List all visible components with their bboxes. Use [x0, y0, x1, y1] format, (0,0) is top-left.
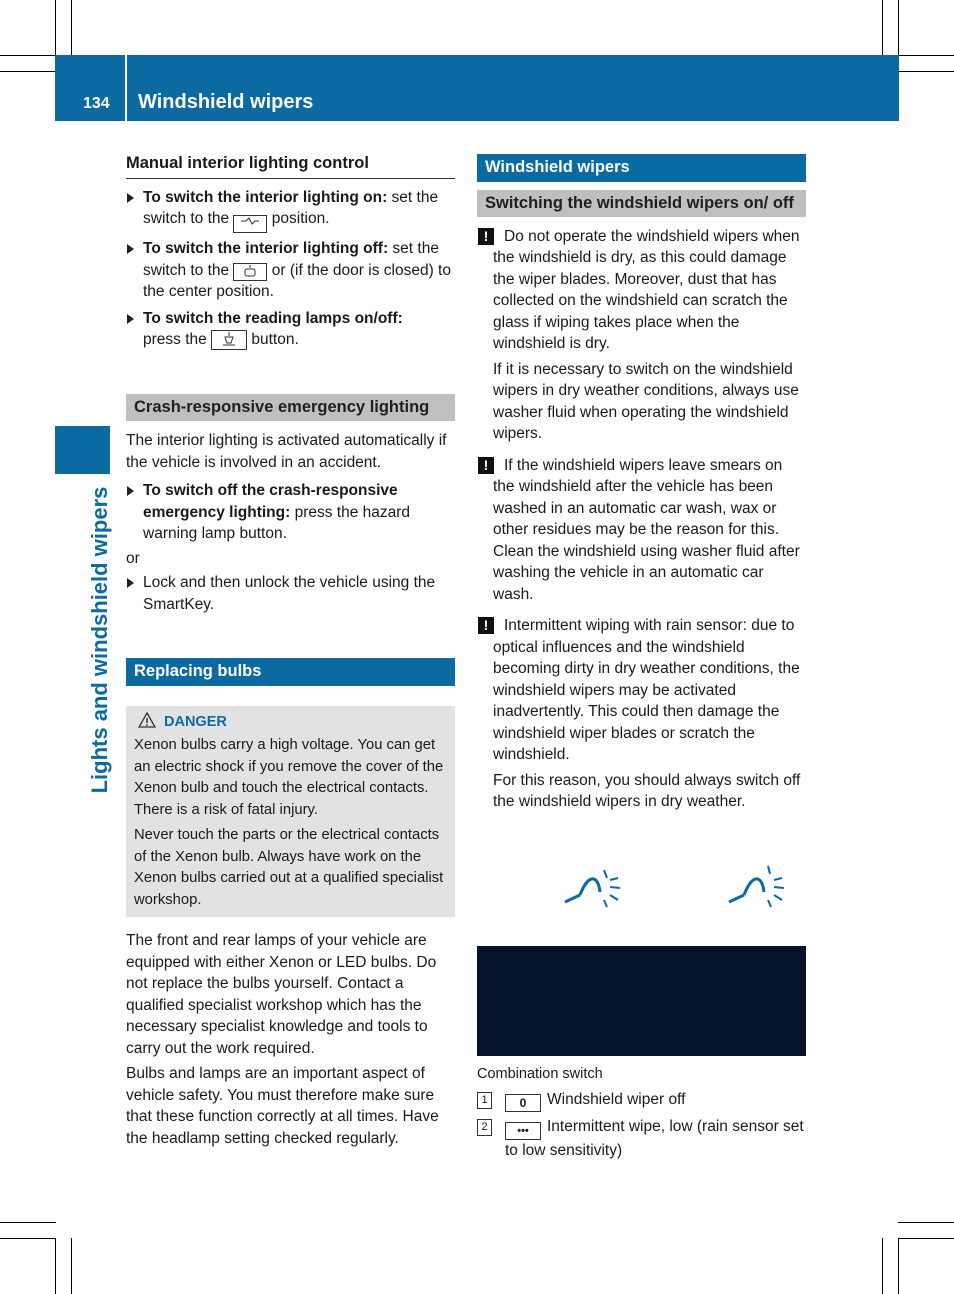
- page-header: [55, 55, 899, 121]
- paragraph: or: [126, 549, 140, 567]
- page-number: 134: [83, 95, 110, 112]
- left-column: [126, 153, 455, 1149]
- legend-number: 2: [477, 1119, 492, 1136]
- intermittent-key-symbol: •••: [505, 1122, 541, 1140]
- section-heading: Manual interior lighting control: [126, 153, 455, 179]
- crop-mark: [898, 0, 899, 56]
- instruction-item: [126, 187, 455, 234]
- warning-note: [477, 226, 806, 445]
- exclamation-icon: !: [478, 228, 494, 245]
- note-text: [493, 226, 806, 355]
- crop-mark: [882, 1238, 883, 1294]
- exclamation-icon: !: [478, 617, 494, 634]
- combination-switch-photo: [477, 946, 806, 1056]
- legend: [477, 1064, 806, 1161]
- danger-heading: [134, 712, 447, 734]
- wiper-symbol-icon: [560, 862, 630, 912]
- wiper-symbol-icon: [724, 862, 794, 912]
- crop-mark: [55, 1238, 56, 1294]
- crop-mark: [898, 71, 954, 72]
- crop-mark: [0, 1238, 56, 1239]
- instruction-text: button.: [247, 331, 299, 348]
- page-title: Windshield wipers: [138, 91, 314, 113]
- crop-mark: [0, 71, 56, 72]
- section-heading: Replacing bulbs: [126, 658, 455, 686]
- instruction-label: To switch the interior lighting off:: [143, 240, 389, 257]
- instruction-text: position.: [267, 210, 330, 227]
- legend-item: [477, 1089, 806, 1112]
- warning-triangle-icon: [138, 712, 156, 728]
- lamp-door-icon: [233, 215, 267, 233]
- instruction-item: [126, 308, 455, 351]
- section-heading: Crash-responsive emergency lighting: [126, 394, 455, 422]
- lamp-off-icon: [233, 263, 267, 281]
- bullet-arrow-icon: [127, 244, 134, 254]
- subsection-heading: Switching the windshield wipers on/ off: [477, 190, 806, 217]
- crop-mark: [898, 1222, 954, 1223]
- reading-lamp-icon: [211, 330, 247, 350]
- crop-mark: [898, 55, 954, 56]
- paragraph: The front and rear lamps of your vehicle are equipped with either Xenon or LED bulbs. Do not replace the bulbs yourself. Contact a qualified specialist workshop which has the necessary specialist knowledge and tools to carry out the work required.: [126, 932, 437, 1057]
- chapter-tab: [55, 426, 110, 474]
- danger-text: Never touch the parts or the electrical contacts of the Xenon bulb. Always have work on the Xenon bulbs carried out at a qualified specialist workshop.: [134, 827, 444, 908]
- instruction-item: [126, 480, 455, 545]
- chapter-label: Lights and windshield wipers: [87, 486, 112, 794]
- instruction-label: To switch the reading lamps on/off:: [143, 309, 403, 327]
- section-heading: Windshield wipers: [477, 154, 806, 182]
- instruction-label: To switch off the crash-responsive emergency lighting:: [143, 482, 398, 521]
- danger-box: [126, 706, 455, 918]
- note-text: [493, 615, 806, 766]
- bullet-arrow-icon: [127, 486, 134, 496]
- bullet-arrow-icon: [127, 578, 134, 588]
- crop-mark: [0, 1222, 56, 1223]
- crop-mark: [71, 0, 72, 56]
- crop-mark: [898, 1238, 899, 1294]
- warning-note: [477, 615, 806, 813]
- figure-caption: Combination switch: [477, 1066, 603, 1082]
- warning-note: [477, 455, 806, 606]
- legend-item: [477, 1116, 806, 1162]
- crop-mark: [71, 1238, 72, 1294]
- header-divider: [125, 55, 127, 121]
- danger-text: Xenon bulbs carry a high voltage. You can get an electric shock if you remove the cover of the Xenon bulb and touch the electrical contacts. There is a risk of fatal injury.: [134, 737, 444, 818]
- danger-label: DANGER: [164, 713, 227, 730]
- note-text: Intermittent wiping with rain sensor: due to optical influences and the windshield becoming dirty in dry weather conditions, the windshield wipers may be activated inadvertently. This could then damage the windshield wiper blades or scratch the windshield.: [493, 617, 800, 763]
- instruction-text: press the hazard warning lamp button.: [143, 503, 411, 542]
- instruction-text: Lock and then unlock the vehicle using the SmartKey.: [143, 574, 436, 613]
- instruction-text: press the: [143, 331, 212, 348]
- crop-mark: [882, 0, 883, 56]
- bullet-arrow-icon: [127, 193, 134, 203]
- legend-text: Windshield wiper off: [547, 1090, 686, 1108]
- note-text: If it is necessary to switch on the windshield wipers in dry weather conditions, always use washer fluid when operating the windshield wipers.: [493, 360, 799, 442]
- note-text: For this reason, you should always switch off the windshield wipers in dry weather.: [493, 771, 801, 810]
- legend-text: Intermittent wipe, low (rain sensor set to low sensitivity): [505, 1117, 804, 1159]
- instruction-item: [126, 572, 455, 615]
- legend-number: 1: [477, 1092, 492, 1109]
- instruction-text: set the switch to the: [143, 240, 439, 279]
- note-text: Do not operate the windshield wipers when the windshield is dry, as this could damage the wiper blades. Moreover, dust that has collected on the windshield can scratch the glass if wiping takes place when the windshield is dry.: [493, 227, 800, 352]
- crop-mark: [55, 0, 56, 56]
- instruction-label: To switch the interior lighting on:: [143, 188, 388, 206]
- off-key-symbol: 0: [505, 1094, 541, 1112]
- right-column: [477, 154, 806, 813]
- crop-mark: [0, 55, 56, 56]
- crop-mark: [898, 1238, 954, 1239]
- instruction-text: or (if the door is closed) to the center position.: [143, 261, 451, 300]
- note-text: If the windshield wipers leave smears on the windshield after the vehicle has been washed in an automatic car wash, wax or other residues may be the reason for this. Clean the windshield using washer fluid after washing the vehicle in an automatic car wash.: [493, 456, 800, 603]
- paragraph: Bulbs and lamps are an important aspect of vehicle safety. You must therefore make sure that these function correctly at all times. Have the headlamp setting checked regularly.: [126, 1065, 439, 1147]
- exclamation-icon: !: [478, 457, 494, 474]
- instruction-text: set the switch to the: [143, 188, 439, 227]
- instruction-item: [126, 238, 455, 303]
- paragraph: The interior lighting is activated automatically if the vehicle is involved in an accident.: [126, 432, 447, 471]
- note-text: [493, 455, 806, 606]
- bullet-arrow-icon: [127, 314, 134, 324]
